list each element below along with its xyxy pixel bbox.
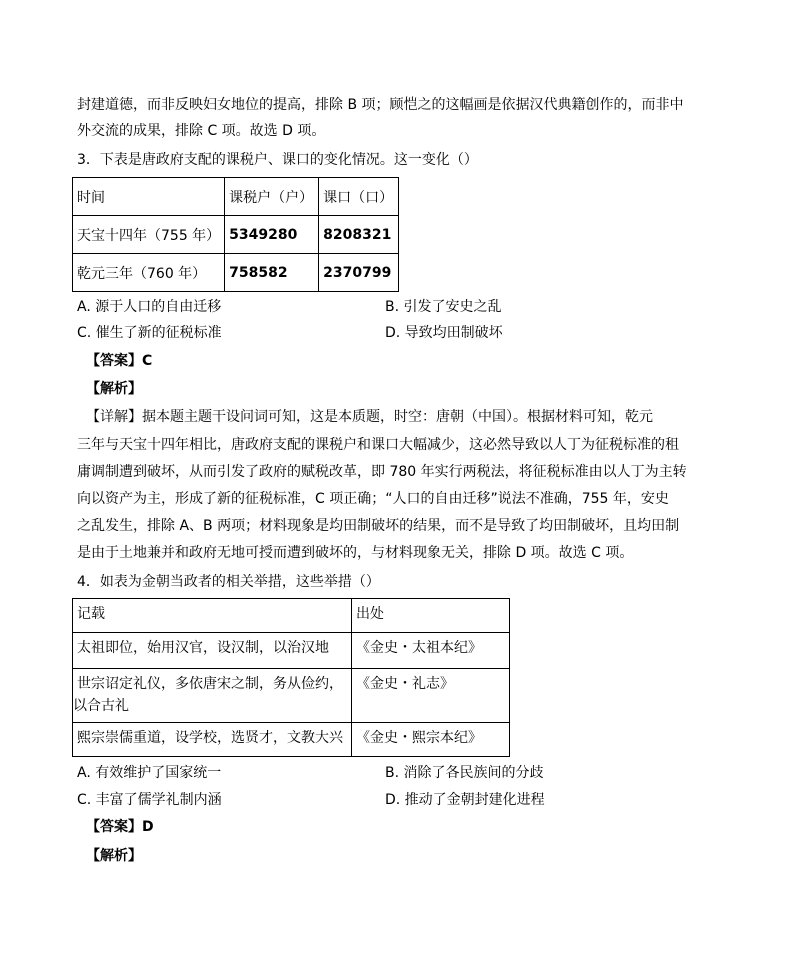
q4-stem: 4．如表为金朝当政者的相关举措，这些举措（） xyxy=(77,574,380,590)
q4-header-source: 出处 xyxy=(352,599,510,633)
q3-cell-persons: 2370799 xyxy=(319,254,399,292)
q4-table-header-row xyxy=(73,599,510,633)
q3-header-households: 课税户（户） xyxy=(225,178,319,216)
q4-option-a: A. 有效维护了国家统一 xyxy=(77,765,222,781)
q3-option-b: B. 引发了安史之乱 xyxy=(385,299,502,315)
q4-option-d: D. 推动了金朝封建化进程 xyxy=(385,792,545,808)
q3-header-persons: 课口（口） xyxy=(319,178,399,216)
table-row xyxy=(73,723,510,757)
q3-answer-value: C xyxy=(142,353,153,369)
q4-answer xyxy=(86,817,154,837)
q4-cell-source: 《金史・熙宗本纪》 xyxy=(352,723,510,757)
q4-table xyxy=(72,598,510,757)
q4-cell-record-line: 以合古礼 xyxy=(73,698,129,714)
intro-line-1: 封建道德，而非反映妇女地位的提高，排除 B 项；顾恺之的这幅画是依据汉代典籍创作的，而非中 xyxy=(77,97,684,113)
q4-answer-value: D xyxy=(142,819,154,835)
q3-option-a: A. 源于人口的自由迁移 xyxy=(77,299,222,315)
q3-detail-line-2: 三年与天宝十四年相比，唐政府支配的课税户和课口大幅减少，这必然导致以人丁为征税标准的租 xyxy=(77,437,679,453)
q4-cell-record-line: 太祖即位，始用汉官，设汉制，以治汉地 xyxy=(77,640,329,656)
q3-answer xyxy=(86,351,152,371)
table-row xyxy=(73,216,399,254)
q3-detail-line-5: 之乱发生，排除 A、B 两项；材料现象是均田制破坏的结果，而不是导致了均田制破坏，且均田制 xyxy=(77,518,680,534)
q4-option-c: C. 丰富了儒学礼制内涵 xyxy=(77,792,222,808)
table-row xyxy=(73,633,510,669)
q3-option-d: D. 导致均田制破坏 xyxy=(385,325,503,341)
q3-detail-line-3: 庸调制遭到破坏，从而引发了政府的赋税改革，即 780 年实行两税法，将征税标准由以人丁为主转 xyxy=(77,464,687,480)
q3-answer-label: 【答案】 xyxy=(86,353,142,369)
q3-detail-line-6: 是由于土地兼并和政府无地可授而遭到破坏的，与材料现象无关，排除 D 项。故选 C 项。 xyxy=(77,545,634,561)
q3-stem: 3．下表是唐政府支配的课税户、课口的变化情况。这一变化（） xyxy=(77,152,478,168)
q3-cell-households: 5349280 xyxy=(225,216,319,254)
table-row xyxy=(73,254,399,292)
q3-table-header-row xyxy=(73,178,399,216)
q4-cell-source: 《金史・太祖本纪》 xyxy=(352,633,510,669)
q4-option-b: B. 消除了各民族间的分歧 xyxy=(385,765,544,781)
q3-cell-time: 天宝十四年（755 年） xyxy=(73,216,225,254)
q4-cell-record-line: 世宗诏定礼仪，多依唐宋之制，务从俭约， xyxy=(77,676,343,692)
q4-cell-record-line: 熙宗崇儒重道，设学校，选贤才，文教大兴 xyxy=(77,730,343,746)
table-row xyxy=(73,669,510,723)
q4-cell-source: 《金史・礼志》 xyxy=(352,669,510,723)
q4-cell-record xyxy=(73,669,352,723)
q3-cell-time: 乾元三年（760 年） xyxy=(73,254,225,292)
q4-cell-record xyxy=(73,723,352,757)
q3-detail-line-1: 【详解】据本题主题干设问词可知，这是本质题，时空：唐朝（中国）。根据材料可知，乾元 xyxy=(86,409,653,425)
q3-table xyxy=(72,177,399,292)
q4-header-record: 记载 xyxy=(73,599,352,633)
q3-detail-line-4: 向以资产为主，形成了新的征税标准，C 项正确；“人口的自由迁移”说法不准确，755 年，安史 xyxy=(77,491,669,507)
q3-cell-persons: 8208321 xyxy=(319,216,399,254)
q4-cell-record xyxy=(73,633,352,669)
intro-line-2: 外交流的成果，排除 C 项。故选 D 项。 xyxy=(77,123,326,139)
q3-analysis-label: 【解析】 xyxy=(86,381,142,397)
q3-cell-households: 758582 xyxy=(225,254,319,292)
q3-option-c: C. 催生了新的征税标准 xyxy=(77,325,222,341)
q4-analysis-label: 【解析】 xyxy=(86,848,142,864)
q4-answer-label: 【答案】 xyxy=(86,819,142,835)
q3-header-time: 时间 xyxy=(73,178,225,216)
